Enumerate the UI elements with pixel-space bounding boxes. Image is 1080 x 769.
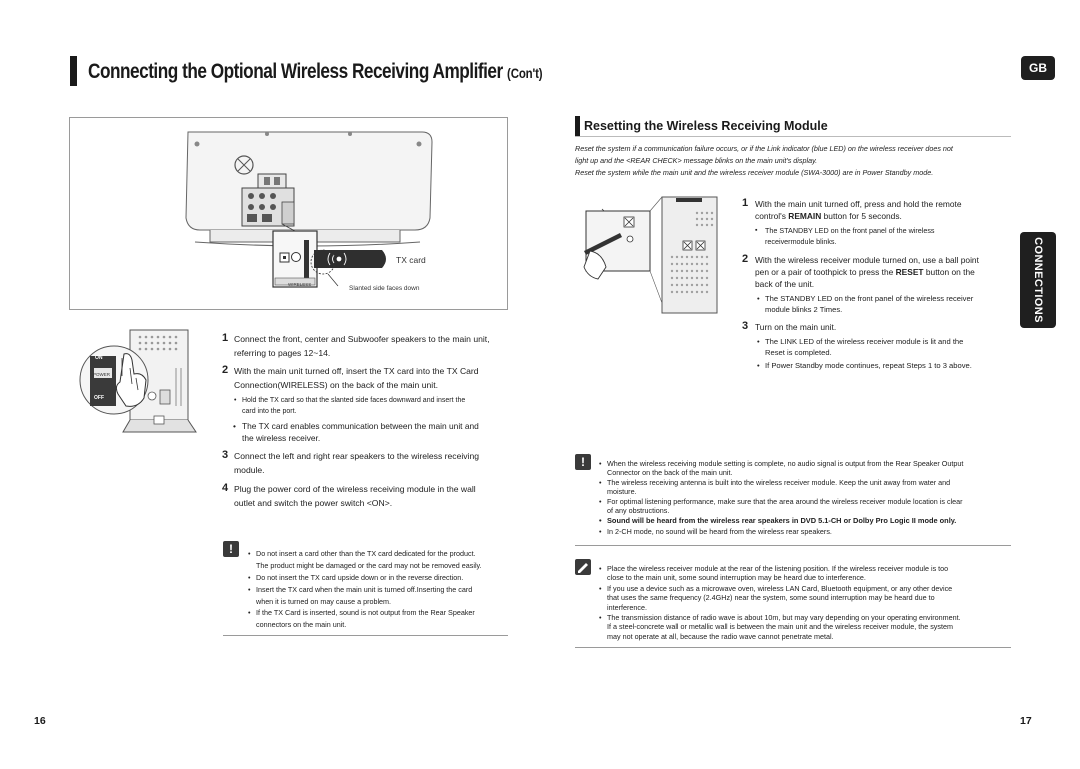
subtitle-accent-bar xyxy=(575,116,580,136)
right-step-2-line-b xyxy=(755,266,1017,278)
subtitle-underline xyxy=(575,136,1011,137)
left-caution-icon: ! xyxy=(223,541,239,557)
right-note-2-line-c: interference. xyxy=(607,602,647,612)
left-step-2-hint-line-a: • Hold the TX card so that the slanted side faces downward and insert the xyxy=(242,397,466,404)
slanted-side-label: Slanted side faces down xyxy=(349,285,420,292)
right-step-1-line-b-pre: control's xyxy=(755,211,789,221)
left-caution-divider xyxy=(223,635,508,636)
remain-button-label: REMAIN xyxy=(788,211,822,221)
left-step-2-note-line-b: the wireless receiver. xyxy=(242,433,321,443)
left-step-4 xyxy=(222,483,512,510)
left-step-2-line-a: With the main unit turned off, insert the TX card into the TX Card xyxy=(234,366,479,376)
intro-line-2: light up and the <REAR CHECK> message blinks on the main unit's display. xyxy=(575,156,818,165)
right-note-2-line-a: • If you use a device such as a microwave oven, wireless LAN Card, Bluetooth equipment, or any other device xyxy=(607,584,953,593)
left-caution-4-line-a: • If the TX Card is inserted, sound is not output from the Rear Speaker xyxy=(256,608,475,617)
right-step-1-note-line-a: ▪ The STANDBY LED on the front panel of the wireless xyxy=(765,226,935,235)
wireless-module-illustration xyxy=(78,328,208,438)
left-step-2-note-line-a: • The TX card enables communication between the main unit and xyxy=(242,421,479,431)
left-step-3 xyxy=(222,450,512,477)
right-note-3-line-b: If a steel-concrete wall or metallic wall is between the main unit and the wireless receiver module, the system xyxy=(607,622,953,632)
tx-card-label: TX card xyxy=(396,255,426,265)
right-note-1-line-b: close to the main unit, some sound interruption may be heard due to interference. xyxy=(607,573,866,583)
right-step-1-note-line-b: receivermodule blinks. xyxy=(765,237,837,246)
right-caution-2 xyxy=(607,478,1019,497)
left-step-2-hint xyxy=(242,396,512,417)
left-step-2-line-b: Connection(WIRELESS) on the back of the main unit. xyxy=(234,379,438,390)
right-note-1-line-a: • Place the wireless receiver module at the rear of the listening position. If the wireless receiver module is too xyxy=(607,564,949,573)
tx-card-figure xyxy=(69,117,508,310)
right-step-2 xyxy=(742,254,1017,290)
left-step-1-number: 1 xyxy=(222,332,229,344)
right-step-3-number: 3 xyxy=(742,320,749,332)
right-caution-5-line-a: • In 2-CH mode, no sound will be heard from the wireless rear speakers. xyxy=(607,527,832,536)
left-step-1-line-b: referring to pages 12~14. xyxy=(234,347,331,358)
right-caution-3 xyxy=(607,497,1019,516)
left-step-2-note xyxy=(242,420,512,444)
right-caution-1-line-b: Connector on the back of the main unit. xyxy=(607,468,733,478)
right-step-3-note-1 xyxy=(765,336,1020,358)
switch-on-label: ON xyxy=(95,355,103,361)
left-step-4-line-b: outlet and switch the power switch <ON>. xyxy=(234,497,393,508)
left-caution-3 xyxy=(256,584,516,608)
right-caution-4-line-a: • Sound will be heard from the wireless rear speakers in DVD 5.1-CH or Dolby Pro Logic II mode only. xyxy=(607,516,957,525)
intro-line-1: Reset the system if a communication failure occurs, or if the Link indicator (blue LED) on the wireless receiver does not xyxy=(575,144,953,153)
switch-power-label: POWER xyxy=(93,372,111,377)
right-step-3-note-2-line-a: • If Power Standby mode continues, repeat Steps 1 to 3 above. xyxy=(765,361,972,370)
right-caution-2-line-a: • The wireless receiving antenna is built into the wireless receiver module. Keep the unit away from water and xyxy=(607,478,951,487)
page-title xyxy=(88,60,542,84)
page-title-text: Connecting the Optional Wireless Receiving Amplifier xyxy=(88,60,503,83)
right-step-2-line-c: back of the unit. xyxy=(755,279,815,289)
right-caution-3-line-a: • For optimal listening performance, make sure that the area around the wireless receiver module location is clear xyxy=(607,497,963,506)
wireless-port-label: WIRELESS xyxy=(288,282,312,287)
left-caution-1-line-a: • Do not insert a card other than the TX card dedicated for the product. xyxy=(256,549,476,558)
right-caution-5 xyxy=(607,527,1019,536)
left-step-2-hint-line-b: card into the port. xyxy=(242,407,297,415)
left-step-3-line-b: module. xyxy=(234,464,265,475)
main-unit-back-illustration xyxy=(70,118,507,309)
right-step-3 xyxy=(742,321,1017,333)
right-caution-3-line-b: of any obstructions. xyxy=(607,506,670,516)
left-step-4-line-a: Plug the power cord of the wireless receiving module in the wall xyxy=(234,484,476,494)
right-step-2-number: 2 xyxy=(742,253,749,265)
right-step-2-line-b-pre: pen or a pair of toothpick to press the xyxy=(755,267,896,277)
right-step-1-number: 1 xyxy=(742,197,749,209)
right-caution-1-line-a: • When the wireless receiving module setting is complete, no audio signal is output from the Rear Speaker Output xyxy=(607,459,964,468)
right-step-2-note-line-a: • The STANDBY LED on the front panel of the wireless receiver xyxy=(765,294,974,303)
right-step-1-line-b xyxy=(755,210,1017,222)
right-step-2-note-line-b: module blinks 2 Times. xyxy=(765,305,843,314)
title-accent-bar xyxy=(70,56,77,86)
left-caution-4 xyxy=(256,607,516,631)
left-caution-3-line-a: • Insert the TX card when the main unit is turned off.Inserting the card xyxy=(256,585,473,594)
section-tab-label: CONNECTIONS xyxy=(1032,237,1044,323)
right-caution-2-line-b: moisture. xyxy=(607,487,637,497)
right-step-3-note-2 xyxy=(765,360,1020,371)
right-caution-divider xyxy=(575,545,1011,546)
left-step-3-number: 3 xyxy=(222,449,229,461)
reset-button-label: RESET xyxy=(895,267,924,277)
left-step-4-number: 4 xyxy=(222,482,229,494)
left-caution-4-line-b: connectors on the main unit. xyxy=(256,620,347,629)
left-caution-3-line-b: when it is turned on may cause a problem. xyxy=(256,597,392,606)
reset-button-illustration xyxy=(580,193,725,315)
right-step-3-line-a: Turn on the main unit. xyxy=(755,322,837,332)
right-step-3-note-1-line-a: • The LINK LED of the wireless receiver module is lit and the xyxy=(765,337,964,346)
right-note-divider xyxy=(575,647,1011,648)
switch-off-label: OFF xyxy=(94,395,104,401)
left-caution-1-line-b: The product might be damaged or the card may not be removed easily. xyxy=(256,561,482,570)
left-caution-2 xyxy=(256,572,516,584)
right-step-1 xyxy=(742,198,1017,222)
pencil-icon xyxy=(575,559,591,575)
left-step-1-line-a: Connect the front, center and Subwoofer speakers to the main unit, xyxy=(234,334,490,344)
right-note-2 xyxy=(607,584,1019,612)
right-step-1-line-b-post: button for 5 seconds. xyxy=(821,211,902,221)
right-note-3 xyxy=(607,613,1019,641)
right-step-2-note xyxy=(765,293,1020,315)
language-badge: GB xyxy=(1021,56,1055,80)
left-step-3-line-a: Connect the left and right rear speakers to the wireless receiving xyxy=(234,451,480,461)
left-caution-1 xyxy=(256,548,516,572)
right-step-2-line-a: With the wireless receiver module turned on, use a ball point xyxy=(755,255,979,265)
right-caution-icon: ! xyxy=(575,454,591,470)
right-note-3-line-c: may not operate at all, because the radio wave cannot penetrate metal. xyxy=(607,631,834,641)
right-note-1 xyxy=(607,564,1019,583)
right-page-number: 17 xyxy=(1020,715,1032,727)
left-step-2 xyxy=(222,365,512,392)
section-subtitle: Resetting the Wireless Receiving Module xyxy=(584,119,828,133)
left-page-number: 16 xyxy=(34,715,46,727)
left-caution-2-line-a: • Do not insert the TX card upside down or in the reverse direction. xyxy=(256,573,464,582)
right-step-1-line-a: With the main unit turned off, press and hold the remote xyxy=(755,199,962,209)
note-pencil-icon xyxy=(575,559,591,575)
intro-line-3: Reset the system while the main unit and the wireless receiver module (SWA-3000) are in Power Standby mode. xyxy=(575,168,934,177)
right-note-2-line-b: that uses the same frequency (2.4GHz) near the system, some sound interruption may be heard due to xyxy=(607,593,935,603)
right-step-3-note-1-line-b: Reset is completed. xyxy=(765,348,832,357)
section-tab xyxy=(1020,232,1056,328)
page-title-suffix: (Con't) xyxy=(507,65,543,81)
right-caution-4 xyxy=(607,516,1019,525)
left-step-1 xyxy=(222,333,512,360)
left-step-2-number: 2 xyxy=(222,364,229,376)
right-caution-1 xyxy=(607,459,1019,478)
right-note-3-line-a: • The transmission distance of radio wave is about 10m, but may vary depending on your operating environment. xyxy=(607,613,961,622)
right-step-2-line-b-post: button on the xyxy=(923,267,975,277)
right-step-1-note xyxy=(765,225,1015,247)
